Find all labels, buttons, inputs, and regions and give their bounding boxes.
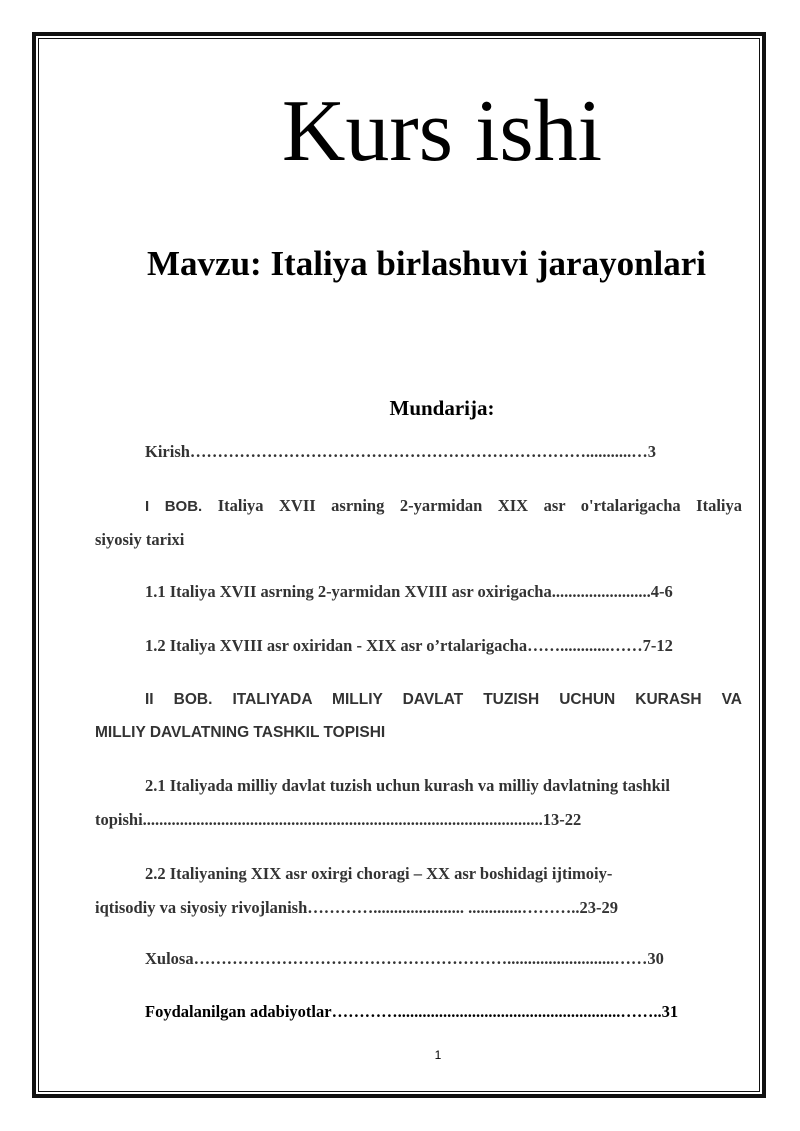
toc-bob1-title: Italiya XVII asrning 2-yarmidan XIX asr o'rtalarigacha Italiya (202, 496, 742, 515)
toc-entry-1-2: 1.2 Italiya XVIII asr oxiridan - XIX asr o’rtalarigacha……............……7-12 (145, 636, 673, 655)
toc-entry-bob2: II BOB. ITALIYADA MILLIY DAVLAT TUZISH UCHUN KURASH VA (145, 691, 742, 708)
page-number: 1 (434, 1048, 442, 1062)
toc-entry-adabiyotlar: Foydalanilgan adabiyotlar…………......................................................……..31 (145, 1002, 679, 1021)
toc-entry-bob1 (145, 495, 742, 518)
document-subject: Mavzu: Italiya birlashuvi jarayonlari (147, 244, 707, 283)
toc-entry-2-2: 2.2 Italiyaning XIX asr oxirgi choragi – XX asr boshidagi ijtimoiy- (145, 864, 613, 883)
toc-entry-2-1-cont: topishi.................................................................................................13-22 (95, 810, 582, 829)
toc-entry-2-2-cont: iqtisodiy va siyosiy rivojlanish…………...................... .............………..23-29 (95, 898, 618, 917)
toc-entry-xulosa: Xulosa…………………………………………………..........................……30 (145, 949, 664, 968)
toc-entry-2-1: 2.1 Italiyada milliy davlat tuzish uchun kurash va milliy davlatning tashkil (145, 776, 670, 795)
document-title: Kurs ishi (281, 83, 603, 180)
toc-entry-kirish: Kirish………………………………………………………………...........…3 (145, 442, 657, 461)
toc-heading: Mundarija: (389, 396, 495, 420)
toc-entry-bob1-cont: siyosiy tarixi (95, 530, 185, 549)
toc-entry-bob2-cont: MILLIY DAVLATNING TASHKIL TOPISHI (95, 724, 386, 741)
page-border-inner (38, 38, 760, 1092)
toc-entry-1-1: 1.1 Italiya XVII asrning 2-yarmidan XVIII asr oxirigacha........................4-6 (145, 582, 673, 601)
toc-bob1-prefix: I BOB. (145, 498, 203, 515)
